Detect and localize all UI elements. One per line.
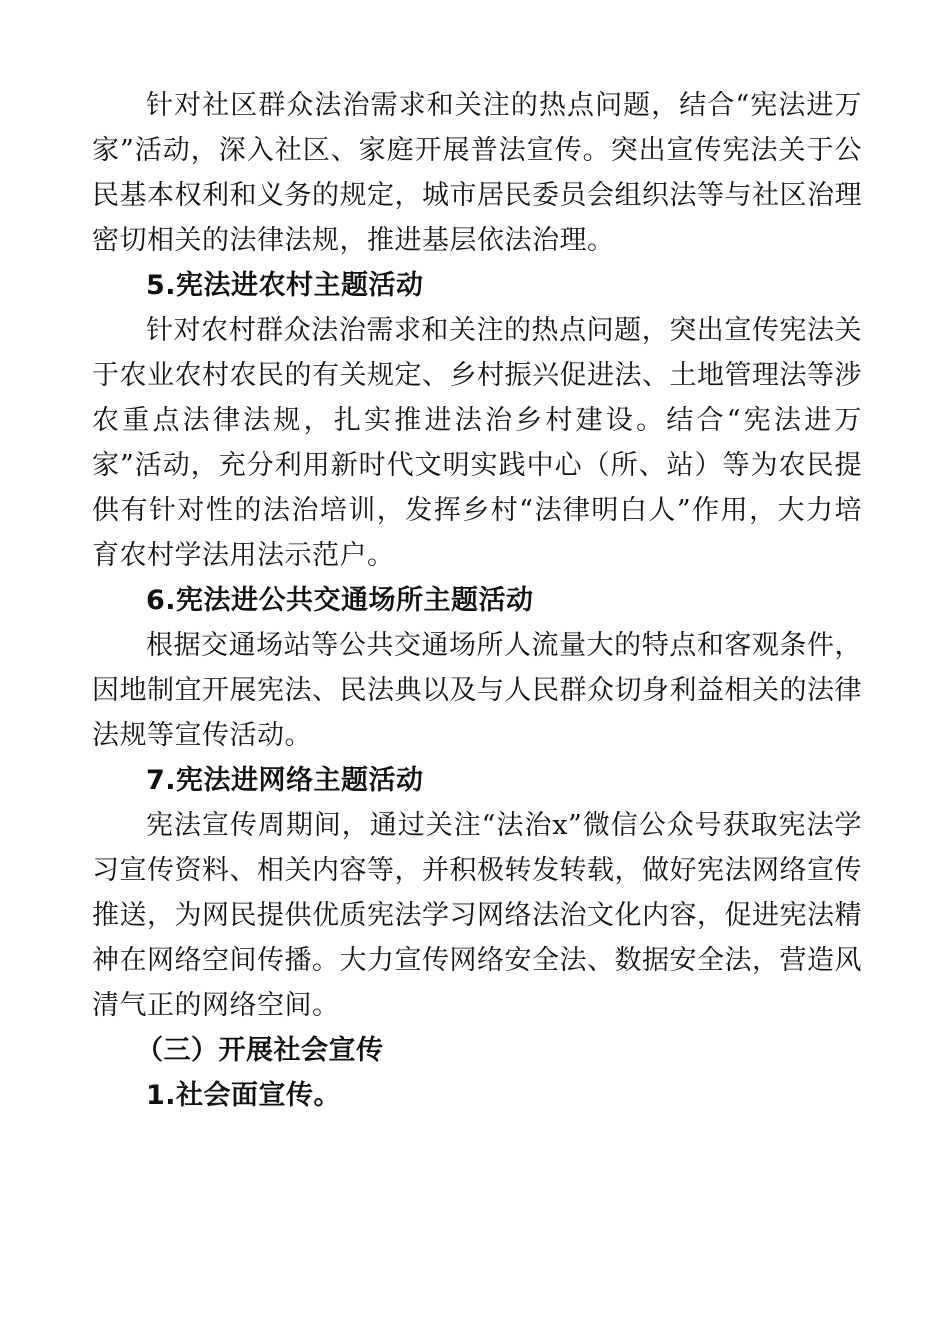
paragraph-transport: 根据交通场站等公共交通场所人流量大的特点和客观条件，因地制宜开展宪法、民法典以及与人民群众切身利益相关的法律法规等宣传活动。 (92, 630, 862, 751)
paragraph-community: 针对社区群众法治需求和关注的热点问题，结合“宪法进万家”活动，深入社区、家庭开展普法宣传。突出宣传宪法关于公民基本权利和义务的规定，城市居民委员会组织法等与社区治理密切相关的法律法规，推进基层依法治理。 (92, 90, 862, 256)
heading-social-surface: 1.社会面宣传。 (146, 1080, 342, 1111)
heading-rural: 5.宪法进农村主题活动 (146, 270, 424, 301)
paragraph-network: 宪法宣传周期间，通过关注“法治x”微信公众号获取宪法学习宣传资料、相关内容等，并积极转发转载，做好宪法网络宣传推送，为网民提供优质宪法学习网络法治文化内容，促进宪法精神在网络空间传播。大力宣传网络安全法、数据安全法，营造风清气正的网络空间。 (92, 810, 862, 1021)
document-page (92, 83, 862, 1118)
heading-network: 7.宪法进网络主题活动 (146, 765, 424, 796)
paragraph-rural: 针对农村群众法治需求和关注的热点问题，突出宣传宪法关于农业农村农民的有关规定、乡村振兴促进法、土地管理法等涉农重点法律法规，扎实推进法治乡村建设。结合“宪法进万家”活动，充分利用新时代文明实践中心（所、站）等为农民提供有针对性的法治培训，发挥乡村“法律明白人”作用，大力培育农村学法用法示范户。 (92, 315, 862, 571)
heading-social: （三）开展社会宣传 (136, 1035, 384, 1066)
heading-transport: 6.宪法进公共交通场所主题活动 (146, 585, 534, 616)
